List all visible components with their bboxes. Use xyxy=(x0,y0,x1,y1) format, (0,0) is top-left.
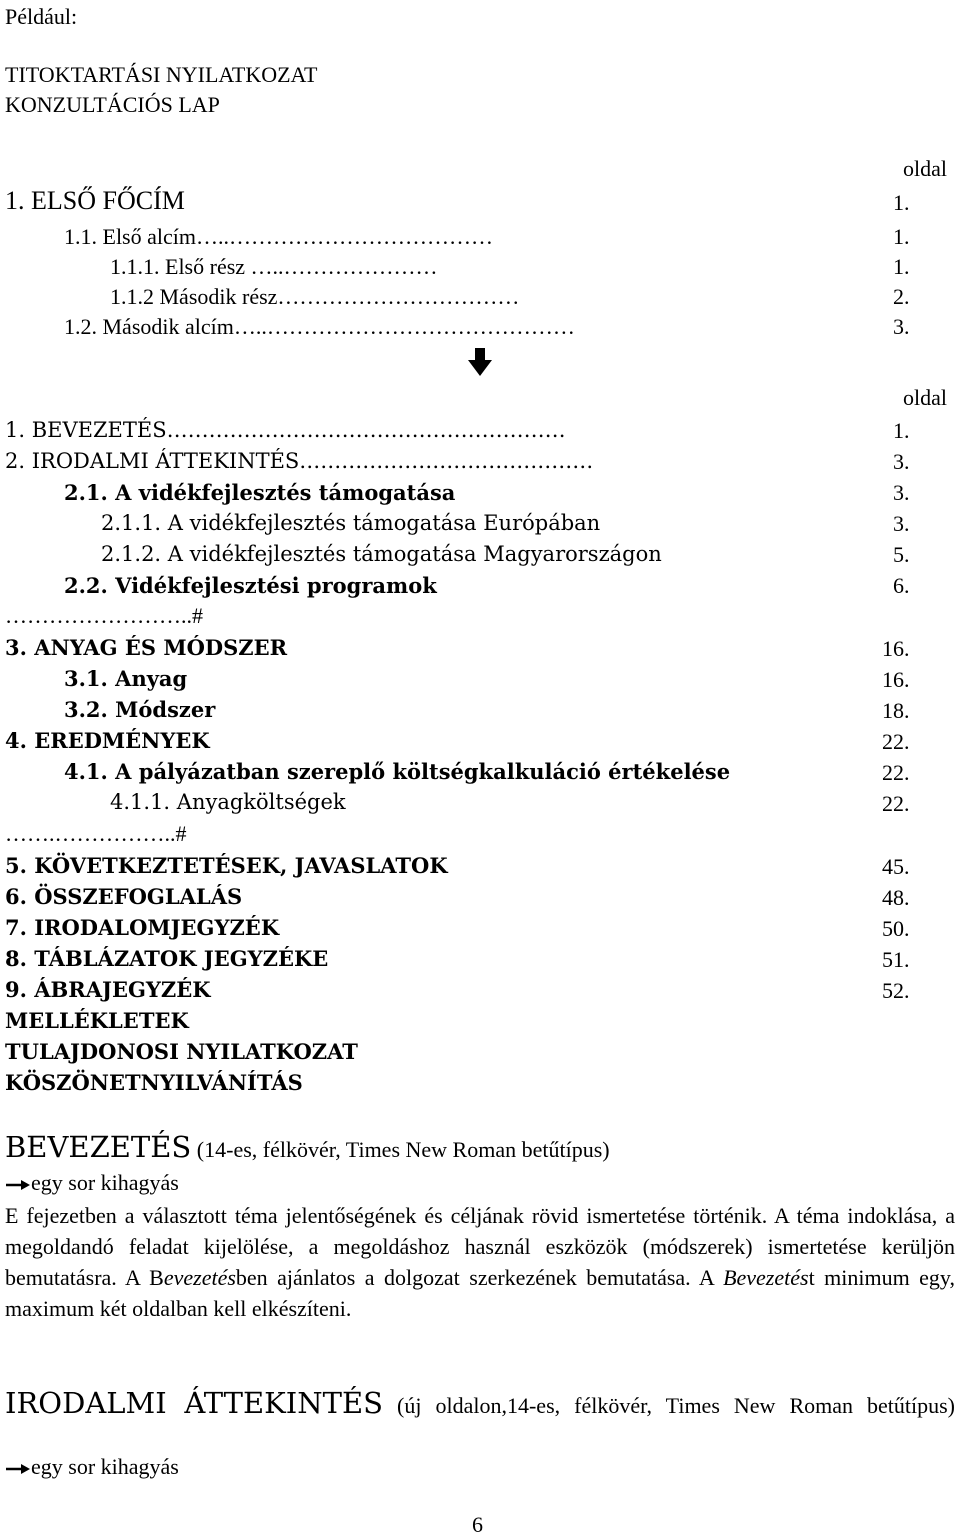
toc-old-page-1: 1. xyxy=(893,190,910,215)
bevezetes-heading: BEVEZETÉS xyxy=(5,1130,192,1164)
title-line-1: TITOKTARTÁSI NYILATKOZAT xyxy=(5,62,318,87)
toc-new-page-15: 45. xyxy=(882,854,910,879)
toc-new-page-9: 16. xyxy=(882,667,910,692)
toc-new-entry-16: 6. ÖSSZEFOGLALÁS xyxy=(5,884,243,909)
toc-new-entry-15: 5. KÖVETKEZTETÉSEK, JAVASLATOK xyxy=(5,853,448,878)
toc-new-entry-20: MELLÉKLETEK xyxy=(5,1008,189,1033)
toc-new-entry-10: 3.2. Módszer xyxy=(64,697,216,722)
bevezetes-para-emphasis-2: Bevezetés xyxy=(723,1265,809,1290)
toc-old-page-2: 1. xyxy=(893,224,910,249)
irodalmi-heading-line xyxy=(5,1385,955,1427)
toc-new-page-12: 22. xyxy=(882,760,910,785)
intro-text: Például: xyxy=(5,4,78,29)
toc-new-entry-9: 3.1. Anyag xyxy=(64,666,188,691)
toc-new-page-2: 3. xyxy=(893,449,910,474)
bevezetes-para-part-2: ben ajánlatos a dolgozat szerkezének bemutatása. A xyxy=(235,1265,724,1290)
irodalmi-heading: IRODALMI ÁTTEKINTÉS xyxy=(5,1386,384,1420)
toc-old-page-3: 1. xyxy=(893,254,910,279)
page-number: 6 xyxy=(472,1512,483,1537)
toc-new-entry-13: 4.1.1. Anyagköltségek xyxy=(110,790,346,814)
toc-new-entry-2: 2. IRODALMI ÁTTEKINTÉS…………………………………… xyxy=(5,449,594,473)
toc-new-entry-19: 9. ÁBRAJEGYZÉK xyxy=(5,977,211,1002)
arrow-right-icon xyxy=(5,1178,31,1192)
toc-old-entry-5: 1.2. Második alcím…..…………………………………… xyxy=(64,314,575,339)
irodalmi-skip-text: egy sor kihagyás xyxy=(31,1454,179,1479)
toc-new-page-4: 3. xyxy=(893,511,910,536)
toc-old-entry-1: 1. ELSŐ FŐCÍM xyxy=(5,186,185,215)
toc-new-entry-3: 2.1. A vidékfejlesztés támogatása xyxy=(64,480,456,505)
bevezetes-paragraph xyxy=(5,1200,955,1324)
irodalmi-heading-note: (új oldalon,14-es, félkövér, Times New Roman betűtípus) xyxy=(383,1393,955,1418)
toc-new-page-10: 18. xyxy=(882,698,910,723)
toc-old-entry-2: 1.1. Első alcím…..……………………………… xyxy=(64,224,493,249)
toc-new-entry-21: TULAJDONOSI NYILATKOZAT xyxy=(5,1039,358,1064)
toc-new-entry-18: 8. TÁBLÁZATOK JEGYZÉKE xyxy=(5,946,329,971)
toc-new-page-11: 22. xyxy=(882,729,910,754)
toc-old-page-header: oldal xyxy=(903,156,947,181)
toc-new-entry-8: 3. ANYAG ÉS MÓDSZER xyxy=(5,635,288,660)
toc-new-page-6: 6. xyxy=(893,573,910,598)
toc-old-entry-3: 1.1.1. Első rész …..………………… xyxy=(110,254,438,279)
toc-new-page-1: 1. xyxy=(893,418,910,443)
bevezetes-heading-line xyxy=(5,1130,610,1164)
toc-new-entry-4: 2.1.1. A vidékfejlesztés támogatása Európában xyxy=(101,511,601,535)
arrow-down-icon xyxy=(468,348,492,376)
toc-new-page-5: 5. xyxy=(893,542,910,567)
bevezetes-skip-text: egy sor kihagyás xyxy=(31,1170,179,1195)
toc-old-page-5: 3. xyxy=(893,314,910,339)
toc-new-page-header: oldal xyxy=(903,385,947,410)
toc-new-entry-11: 4. EREDMÉNYEK xyxy=(5,728,210,753)
title-line-2: KONZULTÁCIÓS LAP xyxy=(5,92,220,117)
toc-new-ellipsis-1: ……………………..# xyxy=(5,603,203,628)
toc-new-page-18: 51. xyxy=(882,947,910,972)
arrow-right-icon xyxy=(5,1462,31,1476)
toc-new-entry-1: 1. BEVEZETÉS………………………………………………… xyxy=(5,418,566,442)
toc-new-entry-22: KÖSZÖNETNYILVÁNÍTÁS xyxy=(5,1070,303,1095)
toc-new-page-3: 3. xyxy=(893,480,910,505)
bevezetes-skip-line xyxy=(5,1170,179,1196)
irodalmi-skip-line xyxy=(5,1454,179,1480)
bevezetes-heading-note: (14-es, félkövér, Times New Roman betűtípus) xyxy=(191,1137,610,1162)
bevezetes-para-part-1: E fejezetben a választott téma jelentőségének és céljának rövid ismertetése történik. A téma indoklása, a megoldandó feladat kijelölése, a megoldáshoz használ eszközök (módszerek) ismertetése kerüljön bemutatásra. A B xyxy=(5,1203,955,1290)
toc-old-entry-4: 1.1.2 Második rész…………………………… xyxy=(110,284,520,309)
toc-old-page-4: 2. xyxy=(893,284,910,309)
toc-new-page-17: 50. xyxy=(882,916,910,941)
toc-new-entry-5: 2.1.2. A vidékfejlesztés támogatása Magyarországon xyxy=(101,542,662,566)
toc-new-ellipsis-2: …….……………..# xyxy=(5,821,187,846)
toc-new-page-19: 52. xyxy=(882,978,910,1003)
toc-new-entry-6: 2.2. Vidékfejlesztési programok xyxy=(64,573,437,598)
toc-new-page-13: 22. xyxy=(882,791,910,816)
toc-new-entry-17: 7. IRODALOMJEGYZÉK xyxy=(5,915,280,940)
toc-new-entry-12: 4.1. A pályázatban szereplő költségkalkuláció értékelése xyxy=(64,759,731,784)
bevezetes-para-emphasis-1: evezetés xyxy=(163,1265,236,1290)
toc-new-page-8: 16. xyxy=(882,636,910,661)
toc-new-page-16: 48. xyxy=(882,885,910,910)
bevezetes-para-part-3: t minimum egy, maximum két oldalban kell elkészíteni. xyxy=(5,1265,956,1321)
